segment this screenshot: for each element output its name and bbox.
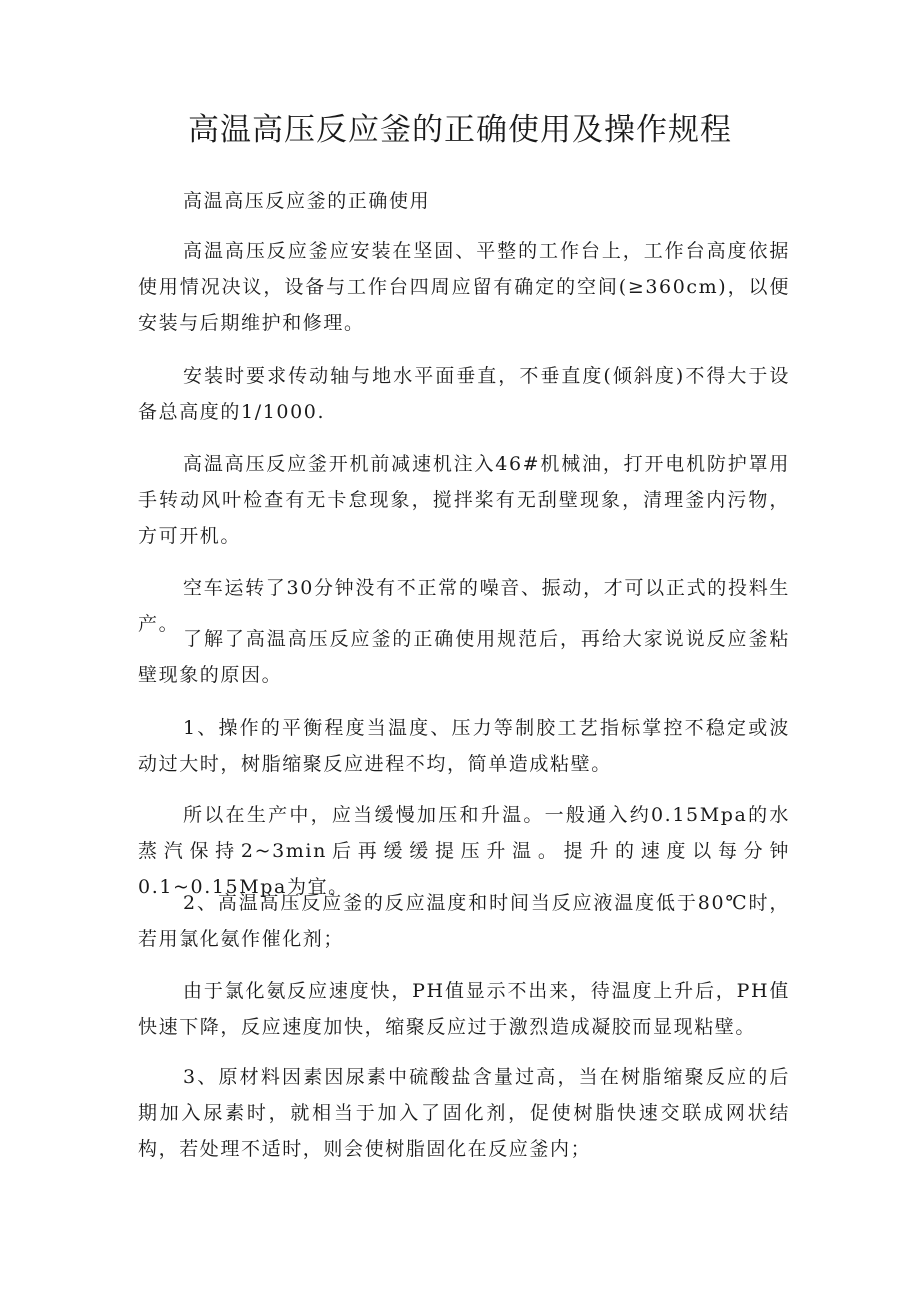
document-title: 高温高压反应釜的正确使用及操作规程 [188,112,732,148]
paragraph-sticking-intro: 了解了高温高压反应釜的正确使用规范后，再给大家说说反应釜粘壁现象的原因。 [138,628,790,686]
paragraph-shaft-alignment: 安装时要求传动轴与地水平面垂直，不垂直度(倾斜度)不得大于设备总高度的1/1000. [138,365,790,423]
paragraph-cause-2: 2、高温高压反应釜的反应温度和时间当反应液温度低于80℃时，若用氯化氨作催化剂； [138,892,790,950]
section-subheading: 高温高压反应釜的正确使用 [183,190,431,212]
paragraph-cause-3: 3、原材料因素因尿素中硫酸盐含量过高，当在树脂缩聚反应的后期加入尿素时，就相当于加入了固化剂，促使树脂快速交联成网状结构，若处理不适时，则会使树脂固化在反应釜内； [138,1066,790,1160]
paragraph-idle-run: 空车运转了30分钟没有不正常的噪音、振动，才可以正式的投料生产。 [138,577,790,635]
paragraph-cause-1-detail: 所以在生产中，应当缓慢加压和升温。一般通入约0.15Mpa的水蒸汽保持2~3min后再缓缓提压升温。提升的速度以每分钟0.1~0.15Mpa为宜。 [138,804,790,898]
paragraph-cause-1: 1、操作的平衡程度当温度、压力等制胶工艺指标掌控不稳定或波动过大时，树脂缩聚反应进程不均，简单造成粘壁。 [138,717,790,775]
paragraph-cause-2-detail: 由于氯化氨反应速度快，PH值显示不出来，待温度上升后，PH值快速下降，反应速度加快，缩聚反应过于激烈造成凝胶而显现粘壁。 [138,980,790,1038]
paragraph-installation: 高温高压反应釜应安装在坚固、平整的工作台上，工作台高度依据使用情况决议，设备与工作台四周应留有确定的空间(≥360cm)，以便安装与后期维护和修理。 [138,240,790,334]
paragraph-pre-start-check: 高温高压反应釜开机前减速机注入46#机械油，打开电机防护罩用手转动风叶检查有无卡怠现象，搅拌桨有无刮壁现象，清理釜内污物，方可开机。 [138,453,790,547]
